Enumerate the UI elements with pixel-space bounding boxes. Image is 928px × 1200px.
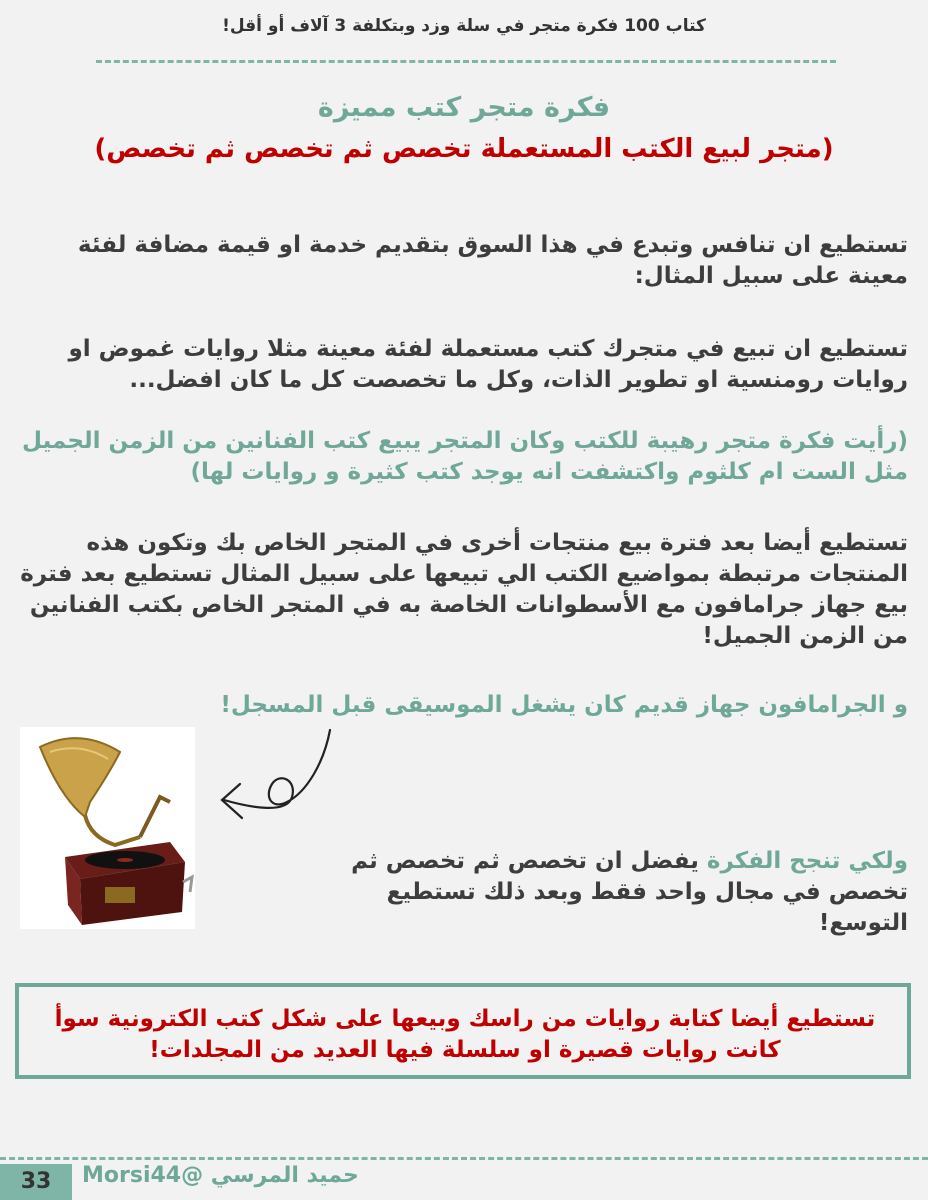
- hand-drawn-arrow-icon: [212, 722, 352, 832]
- conclusion-highlight: ولكي تنجح الفكرة: [706, 848, 908, 874]
- paragraph-niche-example: تستطيع ان تبيع في متجرك كتب مستعملة لفئة معينة مثلا روايات غموض او روايات رومنسية او تطوير الذات، وكل ما تخصصت كل ما كان افضل...: [68, 336, 908, 393]
- paragraph-gramophone-note: و الجرامافون جهاز قديم كان يشغل الموسيقى قبل المسجل!: [220, 692, 908, 718]
- book-header-title: كتاب 100 فكرة متجر في سلة وزد وبتكلفة 3 آلاف أو أقل!: [222, 16, 706, 36]
- conclusion-text: يفضل ان تخصص ثم تخصص ثم تخصص في مجال واحد فقط وبعد ذلك تستطيع التوسع!: [351, 848, 908, 936]
- author-handle: حميد المرسي @Morsi44: [82, 1163, 359, 1188]
- paragraph-conclusion: [308, 846, 908, 939]
- page-number-badge: 33: [0, 1164, 72, 1200]
- idea-title: فكرة متجر كتب مميزة: [317, 92, 611, 123]
- gramophone-image: [20, 727, 195, 929]
- header-divider: [96, 60, 836, 63]
- paragraph-store-example: (رأيت فكرة متجر رهيبة للكتب وكان المتجر يبيع كتب الفنانين من الزمن الجميل مثل الست ام كلثوم واكتشفت انه يوجد كتب كثيرة و روايات لها): [22, 428, 908, 485]
- callout-text: تستطيع أيضا كتابة روايات من راسك وبيعها على شكل كتب الكترونية سوأ كانت روايات قصيرة او سلسلة فيها العديد من المجلدات!: [54, 1006, 876, 1063]
- paragraph-intro: تستطيع ان تنافس وتبدع في هذا السوق بتقديم خدمة او قيمة مضافة لفئة معينة على سبيل المثال:: [77, 232, 908, 289]
- idea-subtitle: (متجر لبيع الكتب المستعملة تخصص ثم تخصص ثم تخصص): [94, 134, 834, 164]
- paragraph-extra-products: تستطيع أيضا بعد فترة بيع منتجات أخرى في المتجر الخاص بك وتكون هذه المنتجات مرتبطة بمواضيع الكتب الي تبيعها على سبيل المثال تستطيع بعد فترة بيع جهاز جرامافون مع الأسطوانات الخاصة به في المتجر الخاص بكتب الفنانين من الزمن الجميل!: [20, 530, 908, 649]
- footer-divider: [0, 1157, 928, 1160]
